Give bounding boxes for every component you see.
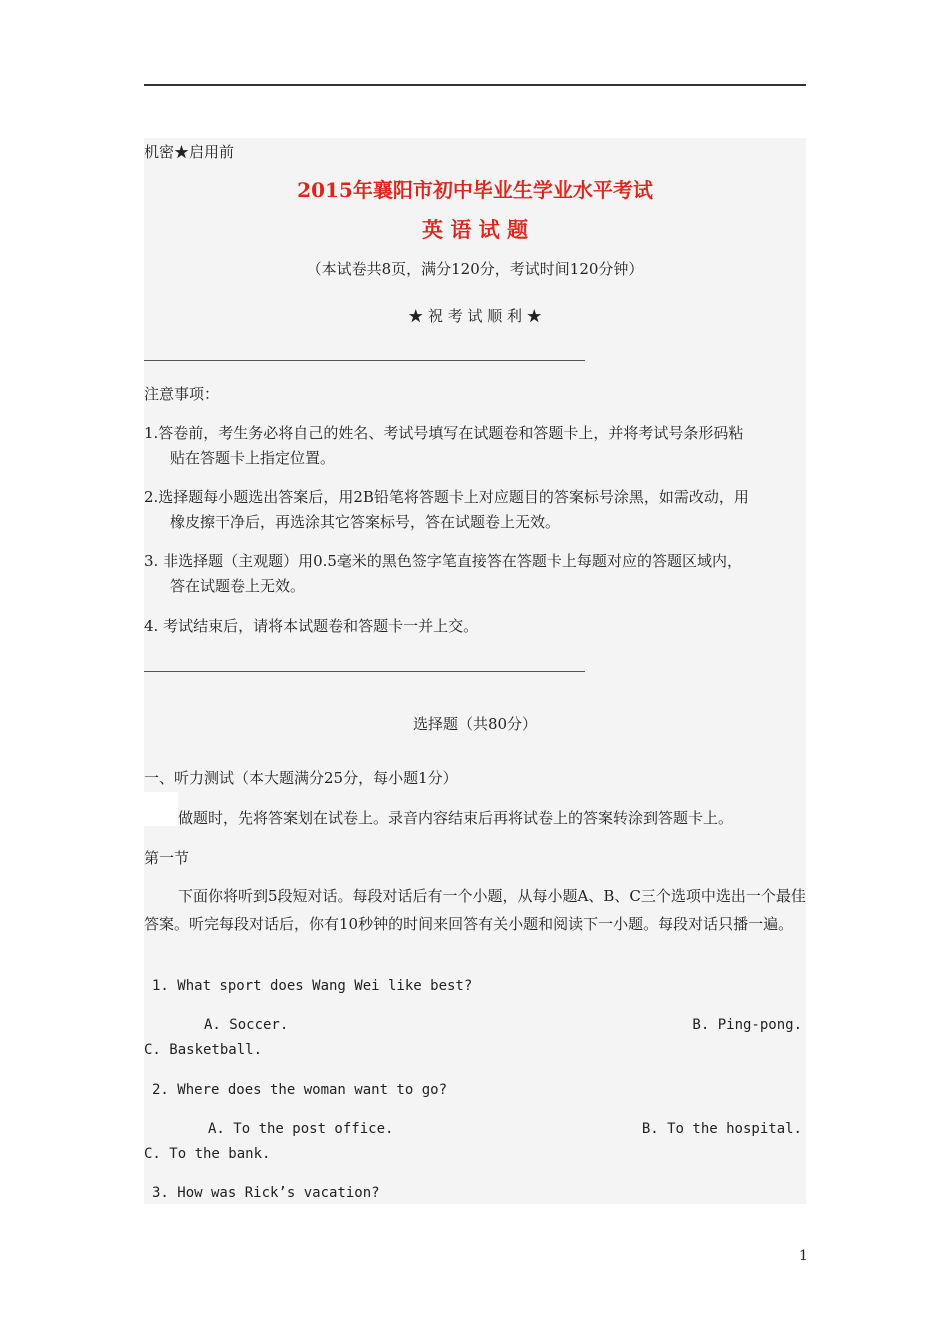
- notice-line: 4. 考试结束后，请将本试题卷和答题卡一并上交。: [144, 617, 479, 635]
- notice-item-3: [144, 549, 806, 599]
- notice-line-continued: 答在试题卷上无效。: [170, 577, 306, 595]
- subsection-title: 第一节: [144, 849, 190, 867]
- page-content: [144, 138, 806, 1204]
- subsection-instruction: 下面你将听到5段短对话。每段对话后有一个小题，从每小题A、B、C三个选项中选出一个最佳答案。听完每段对话后，你有10秒钟的时间来回答有关小题和阅读下一小题。每段对话只播一遍。: [144, 887, 806, 933]
- notice-line: 3. 非选择题（主观题）用0.5毫米的黑色签字笔直接答在答题卡上每题对应的答题区域内，: [144, 552, 742, 570]
- question-2-option-c: C. To the bank.: [144, 1146, 271, 1162]
- question-2: 2. Where does the woman want to go?: [152, 1082, 448, 1098]
- question-2-option-a: A. To the post office.: [208, 1121, 394, 1137]
- question-1: 1. What sport does Wang Wei like best?: [152, 978, 473, 994]
- blank-box: [144, 792, 178, 826]
- classification-label: 机密★启用前: [144, 143, 235, 161]
- listening-instruction: 做题时，先将答案划在试卷上。录音内容结束后再将试卷上的答案转涂到答题卡上。: [178, 809, 734, 827]
- question-2-option-b: B. To the hospital.: [641, 1121, 802, 1137]
- notice-heading: 注意事项：: [144, 385, 220, 403]
- exam-subtitle: 英 语 试 题: [422, 217, 528, 242]
- question-1-option-a: A. Soccer.: [204, 1017, 289, 1033]
- blessing: ★ 祝 考 试 顺 利 ★: [408, 307, 542, 325]
- notice-line: 1.答卷前，考生务必将自己的姓名、考试号填写在试题卷和答题卡上，并将考试号条形码粘: [144, 424, 744, 442]
- choice-section-title: 选择题（共80分）: [412, 715, 538, 733]
- notice-item-2: [144, 485, 806, 535]
- notice-line-continued: 贴在答题卡上指定位置。: [170, 449, 336, 467]
- divider-bottom: [144, 671, 585, 672]
- question-1-option-c: C. Basketball.: [144, 1042, 263, 1058]
- listening-part-title: 一、听力测试（本大题满分25分，每小题1分）: [144, 769, 458, 787]
- header-rule: [144, 84, 806, 86]
- exam-info: （本试卷共8页，满分120分，考试时间120分钟）: [306, 260, 644, 278]
- question-3: 3. How was Rick’s vacation?: [152, 1185, 380, 1201]
- question-1-option-b: B. Ping-pong.: [692, 1017, 802, 1033]
- notice-item-4: [144, 614, 806, 639]
- notice-item-1: [144, 421, 806, 471]
- notice-line-continued: 橡皮擦干净后，再选涂其它答案标号，答在试题卷上无效。: [170, 513, 561, 531]
- notice-line: 2.选择题每小题选出答案后，用2B铅笔将答题卡上对应题目的答案标号涂黑，如需改动，用: [144, 488, 749, 506]
- divider-top: [144, 360, 585, 361]
- exam-title: 2015年襄阳市初中毕业生学业水平考试: [297, 178, 653, 202]
- page-number: 1: [799, 1248, 808, 1264]
